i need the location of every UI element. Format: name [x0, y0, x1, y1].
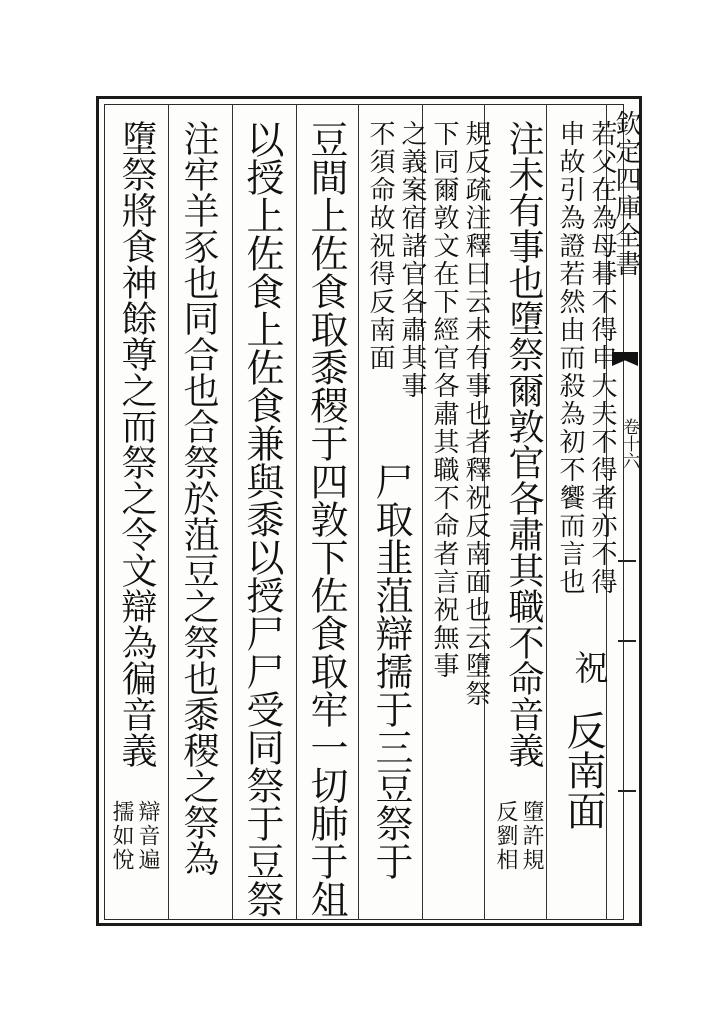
juan-number: 卷十六	[619, 418, 639, 469]
column-rule	[232, 104, 233, 920]
text-column-7	[178, 120, 219, 876]
text-column-1-char	[568, 650, 608, 684]
main-text: 以授上佐食上佐食兼與黍以授尸尸受同祭于豆祭	[240, 120, 284, 918]
text-column-3	[430, 120, 490, 708]
text-column-8-annotation	[110, 800, 158, 872]
band-tick	[618, 790, 636, 792]
text-column-1-main	[560, 710, 606, 830]
text-column-4-main	[370, 462, 412, 880]
text-column-4-annotation	[366, 120, 426, 400]
annotation-line: 不須命故祝得反南面	[365, 120, 395, 372]
text-column-5	[304, 120, 348, 918]
text-column-8	[116, 120, 156, 768]
text-column-6	[240, 120, 284, 918]
text-column-1	[556, 120, 616, 596]
column-rule	[296, 104, 297, 920]
column-rule	[168, 104, 169, 920]
annotation-line: 申故引為證若然由而殺為初不饗而言也	[555, 120, 585, 596]
band-tick	[618, 560, 636, 562]
main-text: 墮祭將食神餘尊之而祭之令文辯為徧音義	[116, 120, 157, 768]
book-title: 欽定四庫全書	[611, 110, 641, 278]
text-column-2-annotation	[494, 800, 542, 872]
annotation-line: 之義案宿諸官各肅其事	[397, 120, 427, 400]
main-text: 祝	[568, 650, 608, 684]
annotation-line: 下同爾敦文在下經官各肅其職不命者言祝無事	[429, 120, 459, 680]
column-rule	[358, 104, 359, 920]
main-text: 注未有事也墮祭爾敦官各肅其職不命音義	[503, 120, 544, 768]
main-text: 尸取韭菹辯擩于三豆祭于	[369, 462, 413, 880]
main-text: 反南面	[560, 710, 606, 830]
annotation-line: 辯音遍	[135, 800, 160, 872]
column-rule	[546, 104, 547, 920]
annotation-line: 若父在為母朞不得申大夫不得者亦不得	[587, 120, 617, 596]
annotation-line: 墮許規	[519, 800, 544, 872]
annotation-line: 反劉相	[493, 800, 518, 872]
band-tick	[618, 640, 636, 642]
text-column-2	[502, 120, 544, 768]
annotation-line: 擩如悅	[109, 800, 134, 872]
main-text: 注牢羊豕也同合也合祭於菹豆之祭也黍稷之祭為	[178, 120, 219, 876]
main-text: 豆間上佐食取黍稷于四敦下佐食取牢一切肺于俎	[304, 120, 348, 918]
annotation-line: 規反疏注釋曰云未有事也者釋祝反南面也云墮祭	[461, 120, 491, 708]
